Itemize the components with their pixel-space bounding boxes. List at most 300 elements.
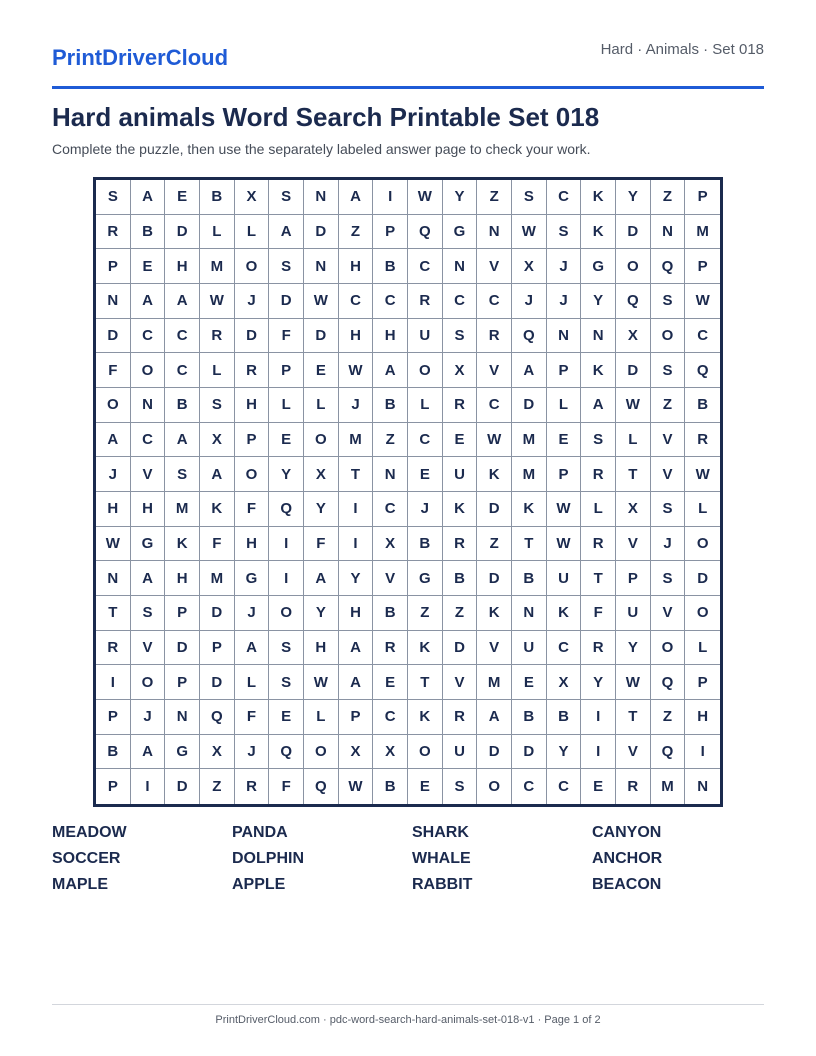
grid-cell: E [304,353,339,388]
grid-cell: O [685,596,720,631]
grid-cell: A [373,353,408,388]
grid-cell: A [131,735,166,770]
grid-cell: Q [512,319,547,354]
grid-cell: Q [685,353,720,388]
grid-cell: B [200,180,235,215]
grid-cell: N [443,249,478,284]
grid-cell: S [547,215,582,250]
grid-cell: E [165,180,200,215]
grid-cell: R [96,215,131,250]
grid-cell: Y [547,735,582,770]
grid-cell: Y [443,180,478,215]
grid-cell: E [408,769,443,804]
grid-cell: S [165,457,200,492]
grid-cell: V [616,735,651,770]
grid-cell: O [235,457,270,492]
grid-cell: W [685,457,720,492]
grid-cell: T [512,527,547,562]
grid-cell: C [547,180,582,215]
grid-cell: P [269,353,304,388]
grid-cell: X [512,249,547,284]
grid-cell: Z [651,180,686,215]
grid-cell: W [512,215,547,250]
grid-cell: R [443,700,478,735]
grid-cell: S [581,423,616,458]
grid-cell: S [651,561,686,596]
grid-cell: H [165,249,200,284]
grid-cell: N [697,778,709,796]
grid-cell: W [408,180,443,215]
grid-cell: I [373,180,408,215]
grid-cell: H [235,527,270,562]
page-footer: PrintDriverCloud.com · pdc-word-search-hard-animals-set-018-v1 · Page 1 of 2 [215,1014,601,1026]
grid-cell: E [443,423,478,458]
grid-cell: D [165,215,200,250]
grid-cell: D [443,631,478,666]
grid-cell: J [547,249,582,284]
grid-cell: X [373,735,408,770]
grid-cell: Z [477,180,512,215]
grid-cell: L [685,492,720,527]
grid-cell: J [235,596,270,631]
grid-cell: D [269,284,304,319]
grid-cell: A [339,180,374,215]
grid-cell: W [304,665,339,700]
grid-cell: J [235,284,270,319]
grid-cell: N [131,388,166,423]
grid-cell: H [235,388,270,423]
grid-cell: I [131,769,166,804]
grid-cell: L [547,388,582,423]
grid-cell: R [235,769,270,804]
grid-cell: A [304,561,339,596]
grid-cell: J [96,457,131,492]
grid-cell: Y [339,561,374,596]
grid-cell: Z [373,423,408,458]
grid-cell: C [408,423,443,458]
grid-cell: C [165,319,200,354]
grid-cell: A [165,284,200,319]
grid-cell: G [131,527,166,562]
grid-cell: D [685,561,720,596]
grid-cell: J [131,700,166,735]
grid-cell: C [547,631,582,666]
grid-cell: I [581,735,616,770]
grid-cell: X [616,319,651,354]
grid-cell: B [408,527,443,562]
grid-cell: P [96,249,131,284]
grid-cell: D [477,735,512,770]
grid-cell: R [581,631,616,666]
grid-cell: N [96,561,131,596]
grid-cell: S [131,596,166,631]
grid-cell: L [235,665,270,700]
grid-cell: P [96,700,131,735]
grid-cell: X [235,180,270,215]
grid-cell: Q [408,215,443,250]
grid-cell: A [269,215,304,250]
grid-cell: Z [408,596,443,631]
grid-cell: U [408,319,443,354]
grid-cell: C [373,284,408,319]
grid-cell: V [477,249,512,284]
grid-cell: K [165,527,200,562]
grid-cell: N [547,319,582,354]
grid-cell: C [547,769,582,804]
grid-cell: K [477,457,512,492]
grid-cell: A [131,561,166,596]
grid-cell: A [339,631,374,666]
grid-cell: R [96,631,131,666]
grid-cell: A [235,631,270,666]
grid-cell: E [581,769,616,804]
grid-cell: D [616,215,651,250]
grid-cell: X [200,735,235,770]
grid-cell: L [616,423,651,458]
grid-cell: F [96,353,131,388]
grid-cell: C [408,249,443,284]
grid-cell: F [304,527,339,562]
grid-cell: Z [200,769,235,804]
grid-cell: C [131,319,166,354]
grid-cell: Q [651,735,686,770]
grid-cell: E [131,249,166,284]
grid-cell: R [200,319,235,354]
grid-cell: F [235,700,270,735]
grid-cell: M [339,423,374,458]
grid-cell: D [512,735,547,770]
grid-cell: N [96,284,131,319]
grid-cell: X [547,665,582,700]
grid-cell: F [581,596,616,631]
grid-cell: A [512,353,547,388]
grid-cell: R [581,457,616,492]
grid-cell: U [443,735,478,770]
page-subtitle: Complete the puzzle, then use the separately labeled answer page to check your work. [52,141,591,157]
grid-cell: D [512,388,547,423]
grid-cell: A [200,457,235,492]
grid-cell: V [651,596,686,631]
grid-cell: O [131,665,166,700]
grid-cell: E [408,457,443,492]
grid-cell: D [235,319,270,354]
grid-cell: P [547,353,582,388]
word-list-item: SOCCER [52,850,121,867]
word-list-item: MEADOW [52,824,127,841]
grid-cell: D [96,319,131,354]
grid-cell: V [616,527,651,562]
word-list-item: CANYON [592,824,662,841]
grid-cell: M [165,492,200,527]
grid-cell: L [581,492,616,527]
grid-cell: R [685,423,720,458]
grid-cell: O [269,596,304,631]
grid-cell: P [339,700,374,735]
grid-cell: Y [616,180,651,215]
grid-cell: T [581,561,616,596]
grid-cell: I [269,527,304,562]
grid-cell: C [373,700,408,735]
grid-cell: C [131,423,166,458]
grid-cell: P [373,215,408,250]
grid-cell: K [547,596,582,631]
grid-cell: Q [269,492,304,527]
grid-cell: C [165,353,200,388]
grid-cell: H [685,700,720,735]
word-list-item: MAPLE [52,876,108,893]
grid-cell: M [477,665,512,700]
word-list-item: RABBIT [412,876,473,893]
grid-cell: O [96,388,131,423]
grid-cell: P [200,631,235,666]
grid-cell: P [685,665,720,700]
grid-cell: O [616,249,651,284]
grid-cell: P [547,457,582,492]
grid-cell: J [408,492,443,527]
grid-cell: B [96,735,131,770]
grid-cell: W [685,284,720,319]
grid-cell: K [477,596,512,631]
grid-cell: B [131,215,166,250]
grid-cell: R [616,769,651,804]
grid-cell: Y [269,457,304,492]
grid-cell: A [339,665,374,700]
grid-cell: L [685,631,720,666]
grid-cell: H [165,561,200,596]
grid-cell: S [443,319,478,354]
grid-cell: S [651,492,686,527]
grid-cell: A [131,180,166,215]
grid-cell: X [443,353,478,388]
grid-cell: K [408,700,443,735]
grid-cell: V [651,457,686,492]
grid-cell: N [651,215,686,250]
grid-cell: D [616,353,651,388]
grid-cell: Z [651,388,686,423]
grid-cell: W [96,527,131,562]
grid-cell: H [339,249,374,284]
grid-cell: H [339,319,374,354]
grid-cell: V [131,631,166,666]
grid-cell: Z [477,527,512,562]
grid-cell: N [304,180,339,215]
grid-cell: L [304,700,339,735]
grid-cell: C [477,388,512,423]
grid-cell: O [235,249,270,284]
grid-cell: G [235,561,270,596]
grid-cell: M [685,215,720,250]
grid-cell: E [373,665,408,700]
grid-cell: T [96,596,131,631]
grid-cell: A [96,423,131,458]
grid-cell: W [547,492,582,527]
grid-cell: I [339,492,374,527]
grid-cell: O [651,319,686,354]
grid-cell: Q [304,769,339,804]
grid-cell: C [477,284,512,319]
grid-cell: Q [200,700,235,735]
grid-cell: G [408,561,443,596]
grid-cell: W [339,353,374,388]
word-list-item: PANDA [232,824,288,841]
grid-cell: O [477,769,512,804]
grid-cell: S [96,180,131,215]
grid-cell: E [512,665,547,700]
grid-cell: T [408,665,443,700]
grid-cell: R [408,284,443,319]
grid-cell: M [200,249,235,284]
grid-cell: S [443,769,478,804]
word-list-item: WHALE [412,850,471,867]
grid-cell: D [200,665,235,700]
grid-cell: A [581,388,616,423]
grid-cell: S [200,388,235,423]
grid-cell: S [651,284,686,319]
grid-cell: X [304,457,339,492]
grid-cell: R [477,319,512,354]
grid-cell: B [373,249,408,284]
grid-cell: V [477,353,512,388]
grid-cell: P [685,180,720,215]
grid-cell: W [200,284,235,319]
grid-cell: S [512,180,547,215]
grid-cell: M [200,561,235,596]
grid-cell: E [269,700,304,735]
grid-cell: O [408,353,443,388]
grid-cell: N [512,596,547,631]
grid-cell: L [304,388,339,423]
grid-cell: K [581,180,616,215]
grid-cell: P [235,423,270,458]
grid-cell: Q [651,665,686,700]
grid-cell: X [339,735,374,770]
grid-cell: L [269,388,304,423]
grid-cell: M [651,769,686,804]
grid-cell: W [616,665,651,700]
grid-cell: P [165,596,200,631]
grid-cell: R [373,631,408,666]
grid-cell: Z [443,596,478,631]
word-list-item: BEACON [592,876,662,893]
grid-cell: L [200,353,235,388]
grid-cell: C [685,319,720,354]
page-header [52,38,764,89]
grid-cell: S [269,180,304,215]
grid-cell: B [443,561,478,596]
grid-cell: F [235,492,270,527]
grid-cell: D [165,631,200,666]
grid-cell: H [339,596,374,631]
grid-cell: O [304,735,339,770]
grid-cell: K [581,353,616,388]
grid-cell: I [96,665,131,700]
grid-cell: T [339,457,374,492]
grid-cell: W [304,284,339,319]
grid-cell: I [339,527,374,562]
grid-cell: U [547,561,582,596]
grid-cell: P [165,665,200,700]
grid-cell: J [512,284,547,319]
grid-cell: S [269,631,304,666]
word-list-item: SHARK [412,824,469,841]
breadcrumb: Hard · Animals · Set 018 [600,41,764,58]
grid-cell: U [512,631,547,666]
grid-cell: I [581,700,616,735]
grid-cell: R [443,527,478,562]
grid-cell: B [373,596,408,631]
grid-cell: W [477,423,512,458]
grid-cell: C [443,284,478,319]
grid-cell: V [373,561,408,596]
grid-cell: P [685,249,720,284]
grid-cell: R [235,353,270,388]
grid-cell: F [269,769,304,804]
grid-cell: Z [339,215,374,250]
grid-cell: O [408,735,443,770]
grid-cell: J [339,388,374,423]
grid-cell: A [165,423,200,458]
grid-cell: D [304,215,339,250]
grid-cell: J [547,284,582,319]
grid-cell: A [477,700,512,735]
grid-cell: L [235,215,270,250]
grid-cell: T [616,457,651,492]
grid-cell: B [165,388,200,423]
grid-cell: Q [269,735,304,770]
grid-cell: X [616,492,651,527]
grid-cell: J [651,527,686,562]
grid-cell: N [165,700,200,735]
grid-cell: H [96,492,131,527]
grid-cell: O [651,631,686,666]
word-list-item: APPLE [232,876,286,893]
grid-cell: K [512,492,547,527]
grid-cell: L [408,388,443,423]
grid-cell: O [304,423,339,458]
grid-cell: C [512,769,547,804]
grid-cell: I [685,735,720,770]
grid-cell: S [269,249,304,284]
grid-cell: E [547,423,582,458]
grid-cell: L [200,215,235,250]
grid-cell: U [443,457,478,492]
footer-divider [52,1004,764,1005]
grid-cell: H [131,492,166,527]
grid-cell: K [200,492,235,527]
grid-cell: B [547,700,582,735]
grid-cell: K [443,492,478,527]
grid-cell: J [235,735,270,770]
grid-cell: M [512,423,547,458]
grid-cell: E [269,423,304,458]
grid-cell: G [443,215,478,250]
word-list-item: ANCHOR [592,850,663,867]
grid-cell: Y [304,596,339,631]
grid-cell: Y [581,284,616,319]
page-title: Hard animals Word Search Printable Set 018 [52,102,600,132]
grid-cell: O [131,353,166,388]
word-list [52,824,772,902]
grid-cell: N [477,215,512,250]
grid-cell: V [131,457,166,492]
grid-cell: O [685,527,720,562]
grid-cell: Q [651,249,686,284]
word-list-item: DOLPHIN [232,850,304,867]
grid-cell: N [304,249,339,284]
grid-cell: R [443,388,478,423]
brand-logo[interactable]: PrintDriverCloud [52,45,229,70]
grid-cell: K [581,215,616,250]
